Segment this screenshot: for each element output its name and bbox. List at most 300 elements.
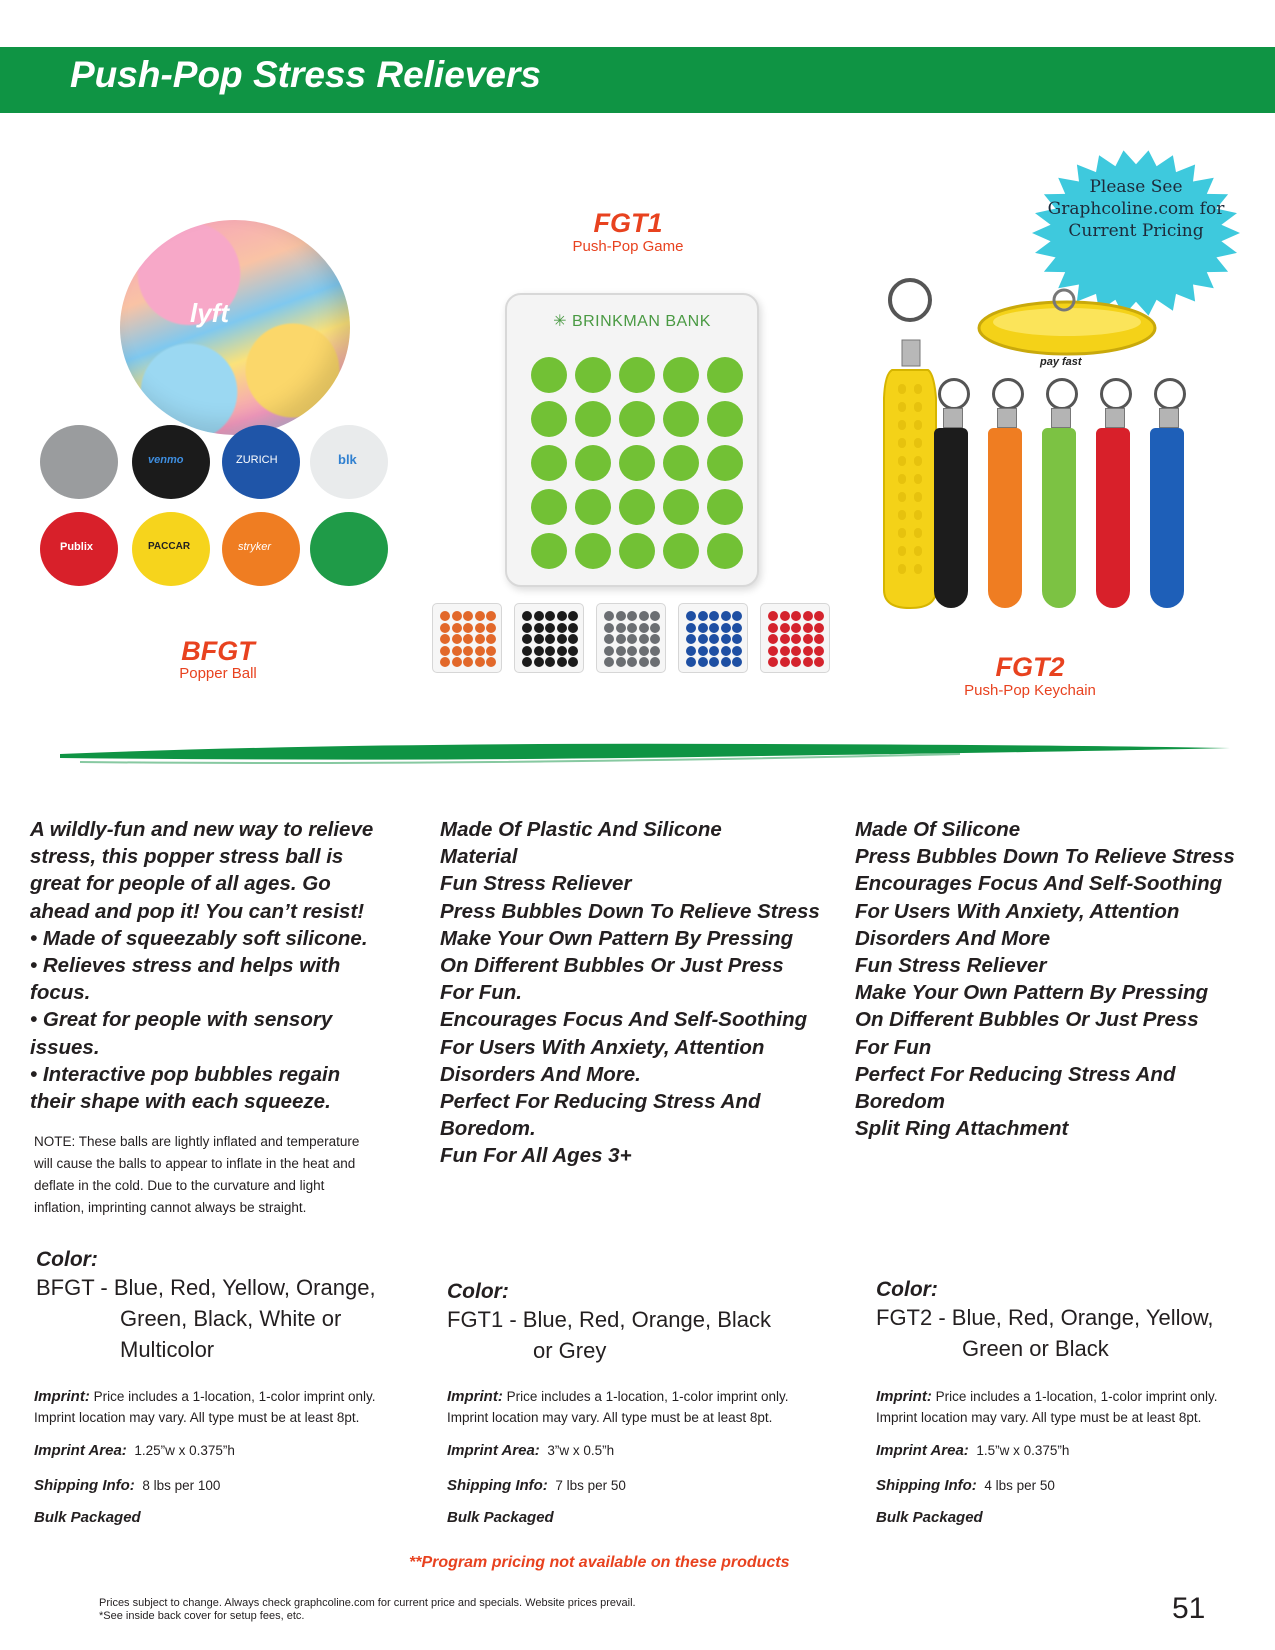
mini-bubble	[686, 623, 696, 633]
color-line: or Grey	[533, 1338, 607, 1363]
pop-bubble	[575, 357, 611, 393]
silicone-strap	[1096, 428, 1130, 608]
mini-bubble	[780, 657, 790, 667]
mini-bubble	[475, 646, 485, 656]
note-line: NOTE: These balls are lightly inflated and temperature	[34, 1134, 360, 1149]
mini-bubble	[557, 611, 567, 621]
desc-line: • Made of squeezably soft silicone.	[30, 926, 368, 950]
mini-bubble	[440, 646, 450, 656]
pop-bubble	[531, 489, 567, 525]
mini-bubble	[780, 623, 790, 633]
footer-disclaimer	[99, 1597, 636, 1623]
pop-bubble	[531, 401, 567, 437]
keychain	[1146, 378, 1196, 618]
mini-bubble	[732, 646, 742, 656]
split-ring	[1046, 378, 1078, 410]
mini-bubble	[545, 611, 555, 621]
mini-bubble	[650, 611, 660, 621]
desc-line: Fun Stress Reliever	[440, 872, 632, 896]
mini-bubble	[545, 657, 555, 667]
imprint-text: Price includes a 1-location, 1-color imprint only.	[935, 1389, 1218, 1404]
desc-line: Perfect For Reducing Stress And	[855, 1062, 1176, 1086]
mini-bubble	[545, 634, 555, 644]
fgt2-color-section	[876, 1278, 1214, 1364]
imprint-text: Price includes a 1-location, 1-color imprint only.	[93, 1389, 376, 1404]
mini-bubble	[721, 611, 731, 621]
mini-bubble	[545, 623, 555, 633]
keychain	[984, 378, 1034, 618]
mini-ball	[310, 512, 388, 586]
mini-bubble	[639, 611, 649, 621]
mini-bubble	[791, 611, 801, 621]
product-code-fgt1: FGT1	[593, 208, 663, 238]
mini-bubble	[803, 634, 813, 644]
ball-logo: lyft	[190, 298, 229, 328]
metal-clip	[1105, 408, 1125, 428]
desc-line: Press Bubbles Down To Relieve Stress	[440, 899, 820, 923]
game-brand-logo	[507, 311, 757, 331]
pop-bubble	[707, 533, 743, 569]
mini-bubble	[440, 657, 450, 667]
desc-line: Fun For All Ages 3+	[440, 1144, 632, 1168]
mini-bubble	[768, 646, 778, 656]
note-line: deflate in the cold. Due to the curvature and light	[34, 1178, 325, 1193]
product-name-fgt2: Push-Pop Keychain	[964, 682, 1096, 699]
page-title: Push-Pop Stress Relievers	[70, 54, 541, 95]
mini-bubble	[568, 623, 578, 633]
mini-bubble	[522, 623, 532, 633]
silicone-strap	[1150, 428, 1184, 608]
mini-bubble	[486, 646, 496, 656]
imprint-area-value: 1.5”w x 0.375”h	[976, 1443, 1070, 1458]
desc-line: their shape with each squeeze.	[30, 1090, 331, 1114]
mini-ball	[222, 425, 300, 499]
pop-bubble	[619, 357, 655, 393]
mini-bubble	[698, 657, 708, 667]
desc-line: Press Bubbles Down To Relieve Stress	[855, 845, 1235, 869]
small-keychains	[930, 378, 1210, 618]
mini-bubble	[475, 634, 485, 644]
pop-bubble	[619, 401, 655, 437]
page-number: 51	[1172, 1592, 1206, 1625]
mini-bubble	[627, 611, 637, 621]
desc-line: • Great for people with sensory	[30, 1008, 333, 1032]
mini-bubble	[768, 611, 778, 621]
desc-line: Disorders And More	[855, 926, 1051, 950]
pop-bubble	[663, 401, 699, 437]
fgt2-keychains-image	[870, 278, 1210, 628]
mini-bubble	[475, 623, 485, 633]
desc-line: Fun Stress Reliever	[855, 954, 1047, 978]
mini-bubble	[452, 657, 462, 667]
mini-bubble	[639, 634, 649, 644]
desc-line: Split Ring Attachment	[855, 1117, 1069, 1141]
mini-bubble	[452, 623, 462, 633]
pop-bubble	[707, 357, 743, 393]
pop-bubble	[575, 533, 611, 569]
shipping-label: Shipping Info:	[34, 1477, 135, 1494]
shipping-label: Shipping Info:	[876, 1477, 977, 1494]
mini-bubble	[604, 634, 614, 644]
mini-bubble	[791, 623, 801, 633]
mini-bubble	[639, 657, 649, 667]
keychain	[1038, 378, 1088, 618]
mini-bubble	[627, 646, 637, 656]
pop-bubble	[575, 401, 611, 437]
mini-bubble	[627, 623, 637, 633]
mini-ball	[40, 512, 118, 586]
desc-line: great for people of all ages. Go	[30, 872, 331, 896]
fgt1-color-section	[447, 1280, 771, 1366]
mini-bubble	[534, 623, 544, 633]
product-name-bfgt: Popper Ball	[179, 665, 257, 682]
desc-line: • Interactive pop bubbles regain	[30, 1062, 341, 1086]
pop-bubble	[707, 489, 743, 525]
mini-bubble	[534, 657, 544, 667]
mini-bubble	[650, 623, 660, 633]
mini-game-board	[678, 603, 748, 673]
fgt1-specs	[447, 1386, 788, 1526]
bfgt-color-section	[36, 1248, 376, 1365]
desc-line: On Different Bubbles Or Just Press	[855, 1008, 1199, 1032]
desc-line: Made Of Silicone	[855, 818, 1021, 841]
desc-line: For Fun	[855, 1035, 932, 1059]
footer-line-1: Prices subject to change. Always check graphcoline.com for current price and specials. Website prices prevail.	[99, 1597, 636, 1609]
mini-bubble	[475, 611, 485, 621]
mini-bubble	[709, 623, 719, 633]
bfgt-specs	[34, 1386, 375, 1526]
metal-clip	[1051, 408, 1071, 428]
color-line: Multicolor	[120, 1337, 215, 1362]
imprint-text: Price includes a 1-location, 1-color imprint only.	[506, 1389, 789, 1404]
mini-bubble	[534, 611, 544, 621]
fgt1-description	[440, 816, 840, 1170]
mini-bubble	[452, 611, 462, 621]
imprint-text-2: Imprint location may vary. All type must be at least 8pt.	[876, 1410, 1202, 1425]
mini-ball	[132, 425, 210, 499]
pop-bubble-grid	[531, 357, 741, 567]
mini-bubble	[814, 623, 824, 633]
mini-bubble	[616, 623, 626, 633]
mini-bubble	[732, 623, 742, 633]
shipping-value: 8 lbs per 100	[142, 1478, 221, 1493]
mini-bubble	[686, 657, 696, 667]
mini-ball-logo: Publix	[60, 541, 94, 553]
mini-bubble	[557, 657, 567, 667]
fgt1-mini-boards	[432, 603, 852, 683]
mini-bubble	[475, 657, 485, 667]
bfgt-note	[34, 1131, 359, 1219]
bulk-packaged: Bulk Packaged	[447, 1509, 554, 1526]
mini-bubble	[604, 646, 614, 656]
note-line: will cause the balls to appear to inflate in the heat and	[34, 1156, 356, 1171]
mini-bubble	[604, 623, 614, 633]
mini-bubble	[698, 634, 708, 644]
pop-bubble	[575, 445, 611, 481]
bfgt-product-image	[40, 200, 400, 620]
mini-ball-logo: blk	[338, 452, 357, 467]
mini-bubble	[522, 611, 532, 621]
mini-bubble	[534, 646, 544, 656]
mini-bubble	[709, 611, 719, 621]
mini-ball	[132, 512, 210, 586]
mini-bubble	[721, 623, 731, 633]
keychain	[930, 378, 980, 618]
mini-bubble	[616, 634, 626, 644]
mini-ball-logo: PACCAR	[148, 541, 191, 552]
pop-bubble	[619, 533, 655, 569]
color-line: BFGT - Blue, Red, Yellow, Orange,	[36, 1275, 376, 1300]
mini-bubble	[522, 646, 532, 656]
desc-line: focus.	[30, 981, 91, 1005]
color-heading: Color:	[876, 1278, 938, 1301]
mini-bubble	[639, 646, 649, 656]
mini-bubble	[557, 623, 567, 633]
mini-bubble	[452, 634, 462, 644]
mini-bubble	[814, 634, 824, 644]
fgt2-description	[855, 816, 1265, 1142]
desc-line: Boredom	[855, 1090, 945, 1114]
mini-bubble	[604, 657, 614, 667]
pop-bubble	[531, 533, 567, 569]
mini-bubble	[616, 646, 626, 656]
mini-bubble	[698, 646, 708, 656]
mini-game-board	[514, 603, 584, 673]
mini-bubble	[522, 657, 532, 667]
mini-bubble	[616, 657, 626, 667]
mini-bubble	[463, 611, 473, 621]
mini-bubble	[557, 634, 567, 644]
mini-bubble	[568, 611, 578, 621]
imprint-area-label: Imprint Area:	[876, 1442, 969, 1459]
mini-bubble	[780, 611, 790, 621]
mini-bubble	[732, 611, 742, 621]
mini-bubble	[698, 611, 708, 621]
mini-game-board	[760, 603, 830, 673]
mini-ball	[310, 425, 388, 499]
desc-line: Make Your Own Pattern By Pressing	[855, 981, 1209, 1005]
mini-game-board	[432, 603, 502, 673]
mini-bubble	[557, 646, 567, 656]
split-ring	[1154, 378, 1186, 410]
silicone-strap	[934, 428, 968, 608]
pop-bubble	[531, 445, 567, 481]
split-ring	[992, 378, 1024, 410]
mini-bubble	[780, 634, 790, 644]
desc-line: Make Your Own Pattern By Pressing	[440, 926, 794, 950]
mini-ball-logo: venmo	[148, 454, 184, 466]
mini-bubble	[686, 634, 696, 644]
color-line: Green or Black	[962, 1336, 1109, 1361]
mini-bubble	[686, 611, 696, 621]
program-pricing-note: **Program pricing not available on these products	[409, 1554, 790, 1571]
mini-bubble	[803, 657, 813, 667]
mini-bubble	[627, 657, 637, 667]
badge-line-2: Graphcoline.com for	[1047, 199, 1225, 219]
desc-line: Encourages Focus And Self-Soothing	[855, 872, 1223, 896]
mini-bubble	[545, 646, 555, 656]
fgt2-specs	[876, 1386, 1217, 1526]
mini-bubble	[803, 623, 813, 633]
desc-line: Perfect For Reducing Stress And	[440, 1090, 761, 1114]
mini-bubble	[814, 657, 824, 667]
mini-bubble	[463, 646, 473, 656]
mini-bubble	[709, 634, 719, 644]
fgt1-game-board	[505, 293, 759, 587]
bulk-packaged: Bulk Packaged	[34, 1509, 141, 1526]
mini-bubble	[534, 634, 544, 644]
imprint-area-label: Imprint Area:	[34, 1442, 127, 1459]
mini-bubble	[791, 646, 801, 656]
wristband-logo: pay fast	[1040, 356, 1082, 368]
pop-bubble	[707, 401, 743, 437]
mini-bubble	[686, 646, 696, 656]
mini-bubble	[486, 623, 496, 633]
split-ring	[938, 378, 970, 410]
badge-line-1: Please See	[1089, 177, 1183, 197]
mini-bubble	[650, 657, 660, 667]
desc-line: For Users With Anxiety, Attention	[855, 899, 1180, 923]
silicone-strap	[1042, 428, 1076, 608]
mini-bubble	[568, 634, 578, 644]
desc-line: Material	[440, 845, 518, 869]
pop-bubble	[575, 489, 611, 525]
mini-bubble	[791, 634, 801, 644]
mini-bubble	[803, 646, 813, 656]
mini-bubble	[463, 657, 473, 667]
desc-line: Encourages Focus And Self-Soothing	[440, 1008, 808, 1032]
pop-bubble	[663, 445, 699, 481]
mini-bubble	[463, 634, 473, 644]
mini-bubble	[486, 634, 496, 644]
metal-clip	[997, 408, 1017, 428]
mini-bubble	[803, 611, 813, 621]
mini-bubble	[768, 623, 778, 633]
mini-bubble	[721, 634, 731, 644]
mini-bubble	[721, 657, 731, 667]
imprint-label: Imprint:	[34, 1388, 90, 1405]
mini-bubble	[768, 657, 778, 667]
pop-bubble	[663, 357, 699, 393]
sparkle-icon: ✳	[553, 313, 567, 330]
desc-line: For Users With Anxiety, Attention	[440, 1035, 765, 1059]
mini-bubble	[639, 623, 649, 633]
mini-bubble	[650, 646, 660, 656]
desc-line: For Fun.	[440, 981, 522, 1005]
mini-bubble	[650, 634, 660, 644]
game-brand-text: BRINKMAN BANK	[571, 313, 711, 330]
bulk-packaged: Bulk Packaged	[876, 1509, 983, 1526]
imprint-area-value: 1.25”w x 0.375”h	[134, 1443, 235, 1458]
swoosh-divider	[60, 736, 1230, 770]
color-line: Green, Black, White or	[120, 1306, 342, 1331]
desc-line: stress, this popper stress ball is	[30, 845, 344, 869]
mini-bubble	[698, 623, 708, 633]
imprint-area-label: Imprint Area:	[447, 1442, 540, 1459]
mini-bubble	[627, 634, 637, 644]
mini-bubble	[440, 611, 450, 621]
shipping-label: Shipping Info:	[447, 1477, 548, 1494]
imprint-area-value: 3”w x 0.5”h	[547, 1443, 615, 1458]
mini-bubble	[568, 657, 578, 667]
mini-bubble	[814, 611, 824, 621]
color-heading: Color:	[36, 1248, 98, 1271]
imprint-label: Imprint:	[876, 1388, 932, 1405]
shipping-value: 4 lbs per 50	[984, 1478, 1055, 1493]
pop-bubble	[663, 533, 699, 569]
silicone-strap	[988, 428, 1022, 608]
mini-bubble	[732, 657, 742, 667]
product-name-fgt1: Push-Pop Game	[572, 238, 684, 255]
mini-bubble	[616, 611, 626, 621]
desc-line: issues.	[30, 1035, 100, 1059]
mini-bubble	[568, 646, 578, 656]
pop-bubble	[619, 489, 655, 525]
desc-line: A wildly-fun and new way to relieve	[30, 818, 374, 841]
pop-bubble	[707, 445, 743, 481]
mini-bubble	[522, 634, 532, 644]
mini-bubble	[486, 657, 496, 667]
color-line: FGT2 - Blue, Red, Orange, Yellow,	[876, 1305, 1214, 1330]
color-heading: Color:	[447, 1280, 509, 1303]
split-ring	[1100, 378, 1132, 410]
desc-line: Disorders And More.	[440, 1062, 641, 1086]
mini-ball	[222, 512, 300, 586]
mini-bubble	[814, 646, 824, 656]
note-line: inflation, imprinting cannot always be straight.	[34, 1200, 307, 1215]
badge-line-3: Current Pricing	[1068, 221, 1204, 241]
bfgt-description	[30, 816, 420, 1115]
mini-ball-logo: ZURICH	[236, 454, 278, 466]
mini-ball	[40, 425, 118, 499]
mini-bubble	[440, 634, 450, 644]
keychain	[1092, 378, 1142, 618]
mini-bubble	[440, 623, 450, 633]
mini-bubble	[709, 646, 719, 656]
pop-bubble	[531, 357, 567, 393]
pop-bubble	[619, 445, 655, 481]
shipping-value: 7 lbs per 50	[555, 1478, 626, 1493]
mini-bubble	[486, 611, 496, 621]
mini-ball-logo: stryker	[238, 541, 271, 553]
pop-bubble	[663, 489, 699, 525]
mini-bubble	[709, 657, 719, 667]
metal-clip	[943, 408, 963, 428]
desc-line: Boredom.	[440, 1117, 536, 1141]
metal-clip	[1159, 408, 1179, 428]
mini-bubble	[463, 623, 473, 633]
product-code-fgt2: FGT2	[995, 652, 1065, 682]
mini-bubble	[604, 611, 614, 621]
product-code-bfgt: BFGT	[181, 636, 255, 666]
mini-bubble	[452, 646, 462, 656]
desc-line: On Different Bubbles Or Just Press	[440, 954, 784, 978]
mini-bubble	[768, 634, 778, 644]
mini-bubble	[780, 646, 790, 656]
imprint-text-2: Imprint location may vary. All type must be at least 8pt.	[447, 1410, 773, 1425]
desc-line: ahead and pop it! You can’t resist!	[30, 899, 365, 923]
imprint-label: Imprint:	[447, 1388, 503, 1405]
popper-ball-large	[120, 220, 350, 435]
mini-bubble	[791, 657, 801, 667]
desc-line: Made Of Plastic And Silicone	[440, 818, 722, 841]
desc-line: • Relieves stress and helps with	[30, 954, 341, 978]
footer-line-2: *See inside back cover for setup fees, etc.	[99, 1610, 305, 1622]
imprint-text-2: Imprint location may vary. All type must be at least 8pt.	[34, 1410, 360, 1425]
mini-bubble	[732, 634, 742, 644]
mini-bubble	[721, 646, 731, 656]
color-line: FGT1 - Blue, Red, Orange, Black	[447, 1307, 772, 1332]
